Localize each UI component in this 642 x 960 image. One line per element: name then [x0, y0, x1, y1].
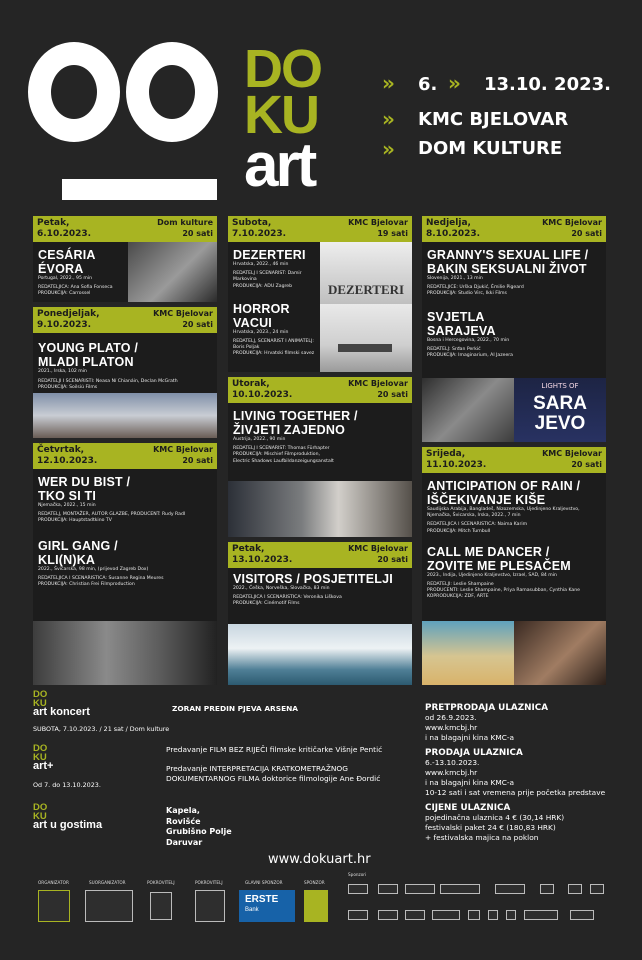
- sponsor-logo: [570, 910, 594, 920]
- film-title: DEZERTERI: [233, 248, 306, 262]
- film-photo: [33, 393, 217, 438]
- film-title: VISITORS / POSJETITELJI: [233, 572, 393, 586]
- sponsor-logo: [440, 884, 480, 894]
- sponsor-logo: [524, 910, 558, 920]
- dokuart-koncert-logo: DO KU art koncert: [33, 689, 90, 718]
- film-photo: [422, 378, 514, 442]
- card-thu-12: Četvrtak, 12.10.2023. KMC Bjelovar 20 sati WER DU BIST / TKO SI TI Njemačka, 2022., 15 min REDATELJ, MONTAŽER, AUTOR GLAZBE, PRODUCENT: Rudy Radl PRODUKCIJA: Hauptstadtkino TV GIRL GANG / KLI(N)KA 2022., Švicarska, 98 min, (prijevod Zagreb Dox) REDATELJICA I SCENARISTICA: Susanne Regina Meures PRODUKCIJA: Christian Frei Filmproduction: [33, 443, 217, 685]
- sponsor-label: Sponzori: [348, 872, 367, 877]
- infinity-logo: [28, 42, 224, 142]
- sponsor-logo: [506, 910, 516, 920]
- film-title: IŠČEKIVANJE KIŠE: [427, 493, 546, 507]
- sponsor-label: SUORGANIZATOR: [89, 880, 126, 885]
- film-photo: [228, 481, 412, 537]
- sponsor-logo: [495, 884, 525, 894]
- co-organizer-logo: [85, 890, 133, 922]
- sponsor-logo: [378, 910, 398, 920]
- arrow-icon: »: [382, 137, 395, 161]
- date-from: 6.: [418, 74, 438, 95]
- sponsor-logo: [590, 884, 604, 894]
- sponsor-label: GLAVNI SPONZOR: [245, 880, 283, 885]
- film-photo: DEZERTERI: [320, 242, 412, 304]
- film-title: ZOVITE ME PLESAČEM: [427, 558, 571, 573]
- film-title: SARAJEVA: [427, 323, 496, 338]
- coat-of-arms-icon: [150, 892, 172, 920]
- film-title: KLI(N)KA: [38, 552, 96, 567]
- film-photo: [514, 621, 606, 685]
- card-tue-10: Utorak, 10.10.2023. KMC Bjelovar 20 sati LIVING TOGETHER / ŽIVJETI ZAJEDNO Austrija, 2022., 90 min REDATELJ I SCENARIST: Thomas Fürhapter PRODUKCIJA: Mischief Filmproduktion, Electric Shadows Laufbildanzeigungsanstalt: [228, 377, 412, 537]
- film-photo: [228, 624, 412, 685]
- website-link[interactable]: www.dokuart.hr: [268, 852, 371, 867]
- card-wed-11: Srijeda, 11.10.2023. KMC Bjelovar 20 sati ANTICIPATION OF RAIN / IŠČEKIVANJE KIŠE Saudijska Arabija, Bangladeš, Nizozemska, Ujedinjeno Kraljevstvo, Njemačka, Švicarska, Irska, 2022., 7 min REDATELJICA I SCENARISTICA: Naima Karim PRODUKCIJA: Mitch Turnbull CALL ME DANCER / ZOVITE ME PLESAČEM 2023., Indija, Ujedinjeno Kraljevstvo, Izrael, SAD, 84 min REDATELJI: Leslie Shampaine PRODUCENTI: Leslie Shampaine, Priya Ramasubban, Cynthia Kane KOPRODUKCIJA: ZDF, ARTE: [422, 447, 606, 685]
- film-photo: [320, 304, 412, 372]
- plus-dates: Od 7. do 13.10.2023.: [33, 781, 101, 789]
- sponsor-label: POKROVITELJ: [147, 880, 175, 885]
- film-title: HORROR: [233, 301, 290, 316]
- film-title: ANTICIPATION OF RAIN /: [427, 479, 581, 493]
- card-sun-8: Nedjelja, 8.10.2023. KMC Bjelovar 20 sati GRANNY'S SEXUAL LIFE / BAKIN SEKSUALNI ŽIVOT Slovenija, 2021., 13 min REDATELJICE: Urška Djukić, Émilie Pigeard PRODUKCIJA: Studio Virc, Ikki Films SVJETLA SARAJEVA Bosna i Hercegovina, 2022., 70 min REDATELJ: Srđan Perkić PRODUKCIJA: Imaginarium, Al Jazeera LIGHTS OF SARA JEVO: [422, 216, 606, 442]
- venue-1: KMC BJELOVAR: [418, 109, 569, 130]
- sponsor-logo: [304, 890, 328, 922]
- sponsor-logo: [432, 910, 460, 920]
- gostima-places: Kapela, Rovišće Grubišno Polje Daruvar: [166, 806, 232, 847]
- film-title: ŽIVJETI ZAJEDNO: [233, 423, 346, 437]
- arrow-icon: »: [382, 71, 395, 95]
- film-title: GIRL GANG /: [38, 538, 118, 553]
- date-to: 13.10. 2023.: [484, 74, 611, 95]
- logo-bar: [62, 179, 217, 200]
- venue-2: DOM KULTURE: [418, 138, 563, 159]
- sponsor-logo: [405, 884, 435, 894]
- film-title: BAKIN SEKSUALNI ŽIVOT: [427, 262, 587, 276]
- plus-lecture-2: Predavanje INTERPRETACIJA KRATKOMETRAŽNOG: [166, 764, 348, 773]
- sponsor-logo: [488, 910, 498, 920]
- plus-lecture-2b: DOKUMENTARNOG FILMA doktorice filmologije Ane Đordić: [166, 774, 381, 783]
- card-fri-6: Petak, 6.10.2023. Dom kulture 20 sati CESÁRIA ÉVORA Portugal, 2022., 95 min REDATELJICA: Ana Sofia Fonseca PRODUKCIJA: Carrossel: [33, 216, 217, 302]
- film-poster: LIGHTS OF SARA JEVO: [514, 378, 606, 442]
- card-mon-9: Ponedjeljak, 9.10.2023. KMC Bjelovar 20 sati YOUNG PLATO / MLADI PLATON 2021., Irska, 102 min REDATELJI I SCENARISTI: Neasa Ní Chianáin, Declan McGrath PRODUKCIJA: Soilsiú Films: [33, 307, 217, 438]
- card-sat-7: Subota, 7.10.2023. KMC Bjelovar 19 sati DEZERTERI Hrvatska, 2022., 46 min REDATELJ I SCENARIST: Damir Markovina PRODUKCIJA: ADU Zagreb HORROR VACUI Hrvatska, 2023., 24 min REDATELJ, SCENARIST I ANIMATELJ: Boris Poljak PRODUKCIJA: Hrvatski filmski savez DEZERTERI: [228, 216, 412, 372]
- arrow-icon: »: [382, 107, 395, 131]
- sponsor-logo: [468, 910, 480, 920]
- card-fri-13: Petak, 13.10.2023. KMC Bjelovar 20 sati VISITORS / POSJETITELJI 2022., Češka, Norveška, Slovačka, 83 min REDATELJICA I SCENARISTICA: Veronika Liškova PRODUKCIJA: Cinémotif Films: [228, 542, 412, 685]
- sponsor-logo: [348, 884, 368, 894]
- dokuart-plus-logo: DO KU art+: [33, 743, 54, 772]
- dokuart-gostima-logo: DO KU art u gostima: [33, 802, 103, 831]
- sponsor-logo: [568, 884, 582, 894]
- film-title: SVJETLA: [427, 309, 485, 324]
- sponsor-label: ORGANIZATOR: [38, 880, 69, 885]
- film-title: CALL ME DANCER /: [427, 544, 550, 559]
- sponsor-logo: [378, 884, 398, 894]
- sponsor-logo: [405, 910, 425, 920]
- film-title: YOUNG PLATO /: [38, 341, 139, 355]
- film-title: GRANNY'S SEXUAL LIFE /: [427, 248, 589, 262]
- organizer-logo: [38, 890, 70, 922]
- film-photo: [422, 621, 514, 685]
- film-title: WER DU BIST /: [38, 475, 131, 489]
- film-title: CESÁRIA: [38, 248, 96, 262]
- arrow-icon: »: [448, 71, 461, 95]
- sponsor-logo: [540, 884, 554, 894]
- film-title: VACUI: [233, 315, 272, 330]
- koncert-date: SUBOTA, 7.10.2023. / 21 sat / Dom kulture: [33, 725, 170, 733]
- erste-logo: ERSTE Bank: [239, 890, 295, 922]
- film-title: MLADI PLATON: [38, 355, 134, 369]
- film-title: ÉVORA: [38, 262, 84, 276]
- film-photo: [128, 242, 217, 302]
- sponsor-label: SPONZOR: [304, 880, 325, 885]
- tickets-info: PRETPRODAJA ULAZNICA od 26.9.2023. www.kmcbj.hr i na blagajni kina KMC-a PRODAJA ULAZNICA 6.-13.10.2023. www.kmcbj.hr i na blagajni kina KMC-a 10-12 sati i sat vremena prije početka predstave CIJENE ULAZNICA pojedinačna ulaznica 4 € (30,14 HRK) festivalski paket 24 € (180,83 HRK) + festivalska majica na poklon: [425, 703, 606, 842]
- dokuart-logo: DO KU art: [244, 39, 321, 200]
- plus-lecture-1: Predavanje FILM BEZ RIJEČI filmske kritičarke Višnje Pentić: [166, 745, 383, 754]
- sponsor-label: POKROVITELJ: [195, 880, 223, 885]
- sponsor-logo: [348, 910, 368, 920]
- hac-logo: [195, 890, 225, 922]
- koncert-title: ZORAN PREDIN PJEVA ARSENA: [172, 704, 299, 713]
- film-title: TKO SI TI: [38, 489, 97, 503]
- film-photo: [33, 621, 217, 685]
- film-title: LIVING TOGETHER /: [233, 409, 358, 423]
